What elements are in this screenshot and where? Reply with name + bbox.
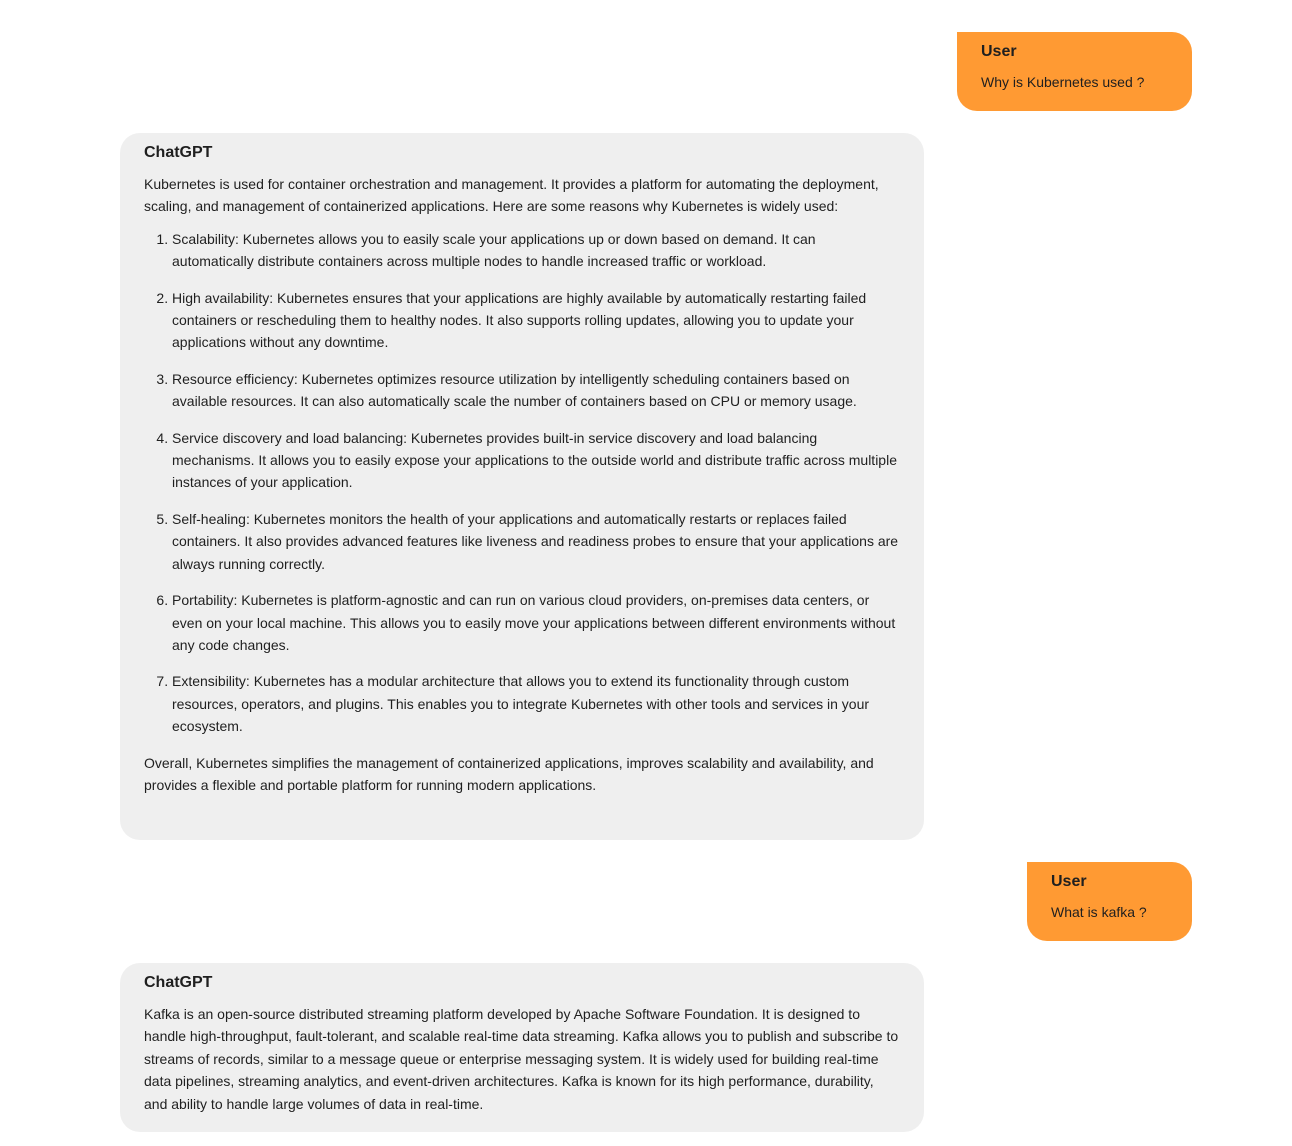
list-item: 1. Scalability: Kubernetes allows you to easily scale your applications up or down based on demand. It can automatically distribute containers across multiple nodes to handle increased traffic or workload. bbox=[172, 228, 900, 273]
message-sender: User bbox=[1051, 873, 1087, 890]
list-item: 6. Portability: Kubernetes is platform-agnostic and can run on various cloud providers, on-premises data centers, or even on your local machine. This allows you to easily move your applications between different environments without any code changes. bbox=[172, 589, 900, 656]
assistant-message bbox=[120, 133, 924, 840]
message-text: Why is Kubernetes used ? bbox=[981, 74, 1145, 90]
message-text: Kafka is an open-source distributed streaming platform developed by Apache Software Foundation. It is designed to handle high-throughput, fault-tolerant, and scalable real-time data streaming. Kafka allows you to publish and subscribe to streams of records, similar to a message queue or enterprise messaging system. It is widely used for building real-time data pipelines, streaming analytics, and event-driven architectures. Kafka is known for its high performance, durability, and ability to handle large volumes of data in real-time. bbox=[144, 1006, 899, 1112]
reasons-list bbox=[144, 228, 900, 738]
list-item: 7. Extensibility: Kubernetes has a modular architecture that allows you to extend its functionality through custom resources, operators, and plugins. This enables you to integrate Kubernetes with other tools and services in your ecosystem. bbox=[172, 670, 900, 737]
message-text: Kubernetes is used for container orchestration and management. It provides a platform for automating the deployment, scaling, and management of containerized applications. Here are some reasons why Kubernetes is widely used: bbox=[144, 176, 879, 215]
message-sender: ChatGPT bbox=[144, 144, 213, 161]
message-text: What is kafka ? bbox=[1051, 904, 1147, 920]
user-message bbox=[1027, 862, 1192, 941]
assistant-message bbox=[120, 963, 924, 1132]
list-item: 5. Self-healing: Kubernetes monitors the health of your applications and automatically restarts or replaces failed containers. It also provides advanced features like liveness and readiness probes to ensure that your applications are always running correctly. bbox=[172, 508, 900, 575]
message-sender: ChatGPT bbox=[144, 974, 213, 991]
list-item: 4. Service discovery and load balancing: Kubernetes provides built-in service discovery and load balancing mechanisms. It allows you to easily expose your applications to the outside world and distribute traffic across multiple instances of your application. bbox=[172, 427, 900, 494]
user-message bbox=[957, 32, 1192, 111]
message-text: Overall, Kubernetes simplifies the management of containerized applications, improves scalability and availability, and provides a flexible and portable platform for running modern applications. bbox=[144, 754, 874, 793]
message-sender: User bbox=[981, 43, 1017, 60]
list-item: 2. High availability: Kubernetes ensures that your applications are highly available by automatically restarting failed containers or rescheduling them to healthy nodes. It also supports rolling updates, allowing you to update your applications without any downtime. bbox=[172, 287, 900, 354]
list-item: 3. Resource efficiency: Kubernetes optimizes resource utilization by intelligently scheduling containers based on available resources. It can also automatically scale the number of containers based on CPU or memory usage. bbox=[172, 368, 900, 413]
